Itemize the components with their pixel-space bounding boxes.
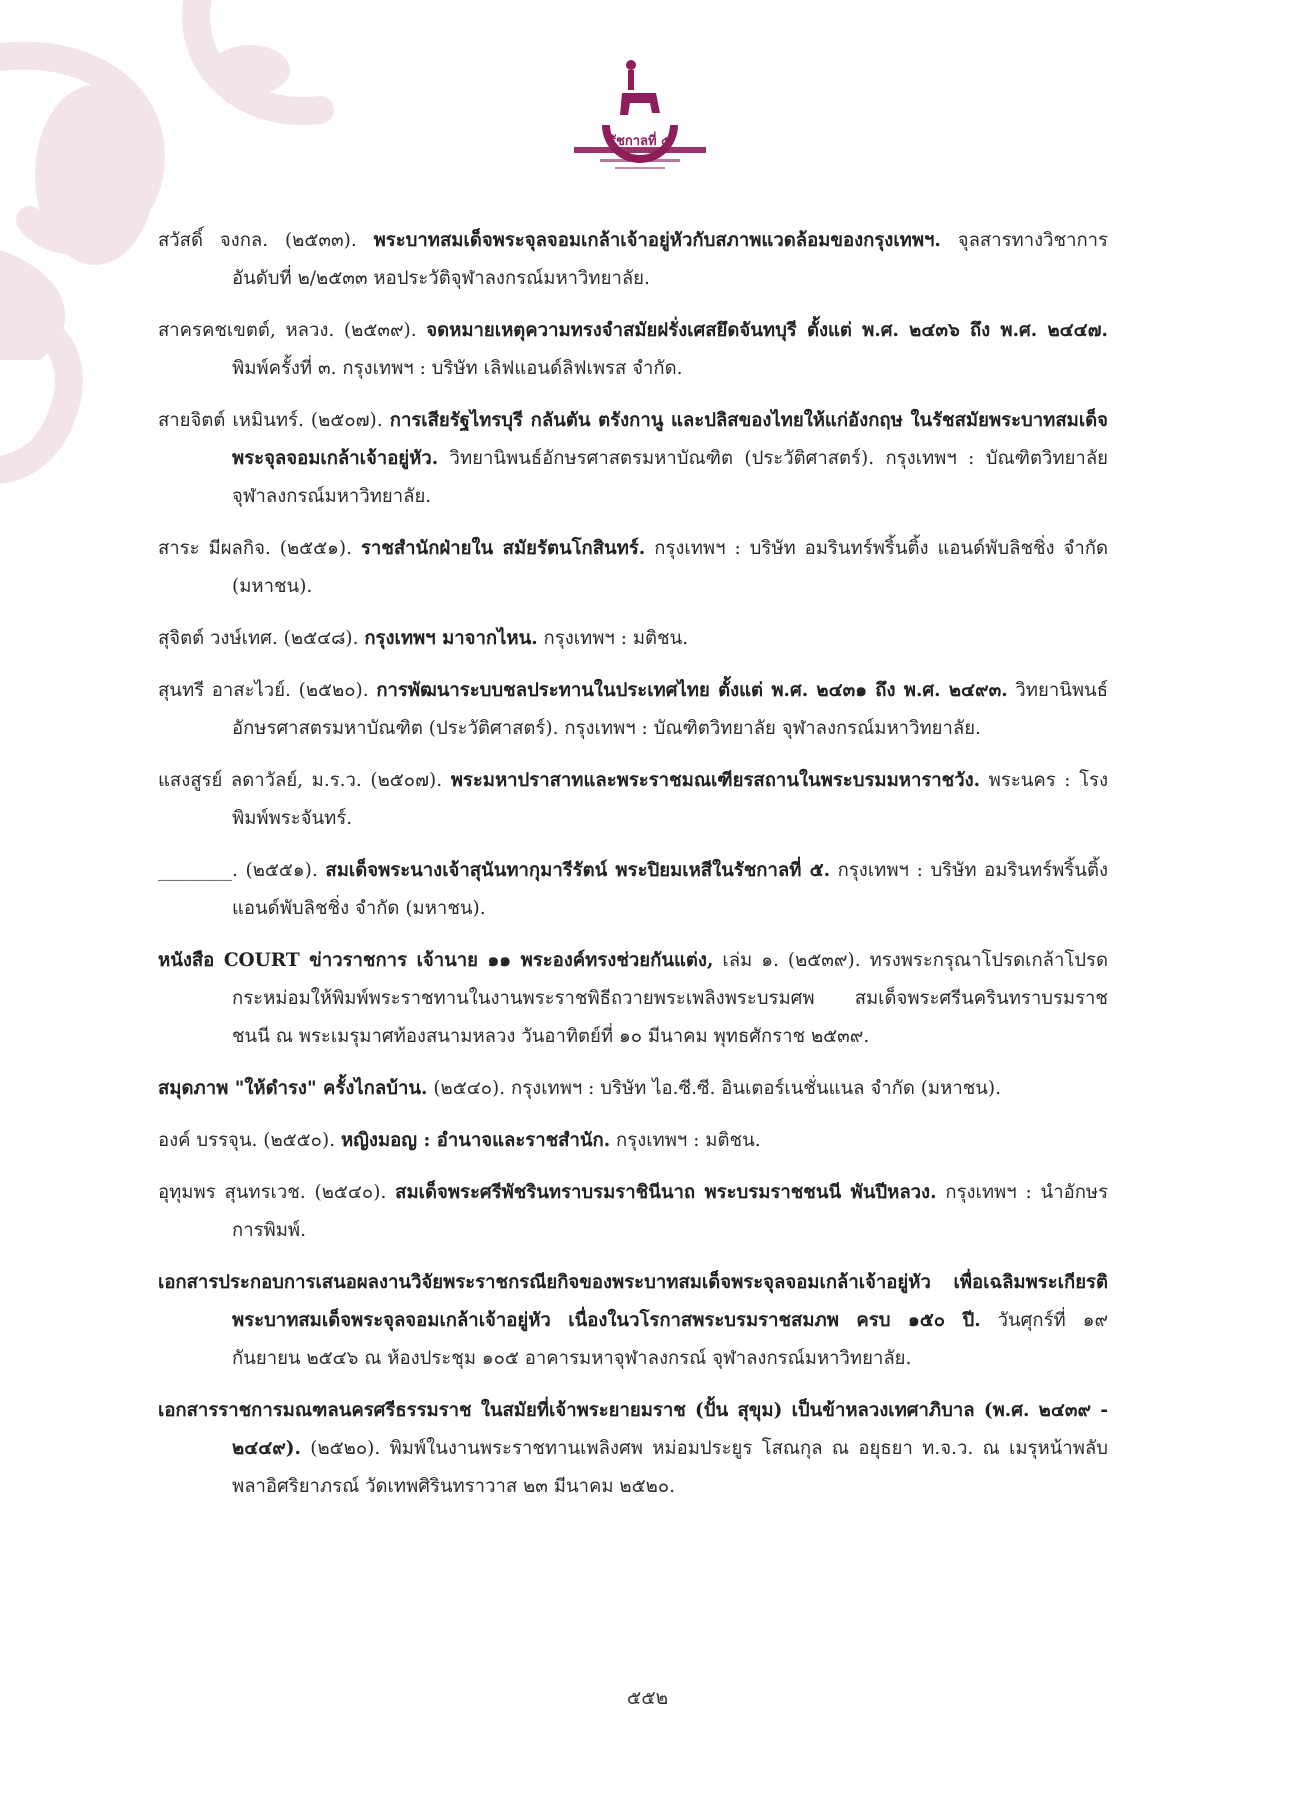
reference-title: กรุงเทพฯ มาจากไหน. — [364, 628, 538, 649]
reference-details: พระนคร : โรงพิมพ์พระจันทร์. — [232, 770, 1108, 829]
reference-item — [158, 620, 1108, 658]
reference-author: สุนทรี อาสะไวย์. (๒๕๒๐). — [158, 680, 377, 701]
page-number: ๕๕๒ — [626, 1687, 669, 1709]
reference-title: การเสียรัฐไทรบุรี กลันตัน ตรังกานู และปลิสของไทยให้แก่อังกฤษ ในรัชสมัยพระบาทสมเด็จพระจุลจอมเกล้าเจ้าอยู่หัว. — [232, 410, 1108, 469]
reference-author: สาระ มีผลกิจ. (๒๕๕๑). — [158, 538, 361, 559]
reference-details: (๒๕๒๐). พิมพ์ในงานพระราชทานเพลิงศพ หม่อมประยูร โสณกุล ณ อยุธยา ท.จ.ว. ณ เมรุหน้าพลับพลาอิศริยาภรณ์ วัดเทพศิรินทราวาส ๒๓ มีนาคม ๒๕๒๐. — [232, 1438, 1108, 1497]
reference-title: พระมหาปราสาทและพระราชมณเฑียรสถานในพระบรมมหาราชวัง. — [450, 770, 981, 791]
reference-author: องค์ บรรจุน. (๒๕๕๐). — [158, 1130, 341, 1151]
reference-item — [158, 672, 1108, 748]
reference-author: อุทุมพร สุนทรเวช. (๒๕๔๐). — [158, 1182, 396, 1203]
reference-author: แสงสูรย์ ลดาวัลย์, ม.ร.ว. (๒๕๐๗). — [158, 770, 451, 791]
reference-author: สาครคชเขตต์, หลวง. (๒๕๓๙). — [158, 320, 427, 341]
reference-details: จุลสารทางวิชาการ อันดับที่ ๒/๒๕๓๓ หอประวัติจุฬาลงกรณ์มหาวิทยาลัย. — [232, 230, 1108, 289]
reference-item — [158, 1264, 1108, 1378]
reference-item — [158, 1122, 1108, 1160]
reference-details: วิทยานิพนธ์อักษรศาสตรมหาบัณฑิต (ประวัติศาสตร์). กรุงเทพฯ : บัณฑิตวิทยาลัย จุฬาลงกรณ์มหาวิทยาลัย. — [232, 680, 1108, 739]
reference-details: กรุงเทพฯ : มติชน. — [537, 628, 689, 649]
reference-title: การพัฒนาระบบชลประทานในประเทศไทย ตั้งแต่ พ.ศ. ๒๔๓๑ ถึง พ.ศ. ๒๔๙๓. — [376, 680, 1008, 701]
reference-details: วิทยานิพนธ์อักษรศาสตรมหาบัณฑิต (ประวัติศาสตร์). กรุงเทพฯ : บัณฑิตวิทยาลัย จุฬาลงกรณ์มหาวิทยาลัย. — [232, 448, 1108, 507]
reference-title: สมุดภาพ "ให้ดำรง" ครั้งไกลบ้าน. — [158, 1078, 428, 1099]
logo-text: รัชกาลที่ ๕ — [609, 134, 671, 149]
reference-details: กรุงเทพฯ : มติชน. — [610, 1130, 761, 1151]
reference-details: วันศุกร์ที่ ๑๙ กันยายน ๒๕๔๖ ณ ห้องประชุม ๑๐๕ อาคารมหาจุฬาลงกรณ์ จุฬาลงกรณ์มหาวิทยาลัย. — [232, 1310, 1108, 1369]
reference-details: พิมพ์ครั้งที่ ๓. กรุงเทพฯ : บริษัท เลิฟแอนด์ลิฟเพรส จำกัด. — [232, 358, 683, 379]
reference-list — [158, 222, 1108, 1520]
reference-title: จดหมายเหตุความทรงจำสมัยฝรั่งเศสยึดจันทบุรี ตั้งแต่ พ.ศ. ๒๔๓๖ ถึง พ.ศ. ๒๔๔๗. — [426, 320, 1108, 341]
reference-author: สวัสดิ์ จงกล. (๒๕๓๓). — [158, 230, 374, 251]
reference-details: กรุงเทพฯ : บริษัท อมรินทร์พริ้นติ้ง แอนด์พับลิชชิ่ง จำกัด (มหาชน). — [232, 538, 1108, 597]
reference-details: (๒๕๔๐). กรุงเทพฯ : บริษัท ไอ.ซี.ซี. อินเตอร์เนชั่นแนล จำกัด (มหาชน). — [427, 1078, 1002, 1099]
reference-item — [158, 222, 1108, 298]
reference-item — [158, 402, 1108, 516]
reference-title: หนังสือ COURT ข่าวราชการ เจ้านาย ๑๑ พระองค์ทรงช่วยกันแต่ง, — [158, 950, 714, 971]
reference-title: เอกสารประกอบการเสนอผลงานวิจัยพระราชกรณียกิจของพระบาทสมเด็จพระจุลจอมเกล้าเจ้าอยู่หัว เพื่อเฉลิมพระเกียรติพระบาทสมเด็จพระจุลจอมเกล้าเจ้าอยู่หัว เนื่องในวโรกาสพระบรมราชสมภพ ครบ ๑๕๐ ปี. — [158, 1272, 1108, 1331]
reference-item — [158, 1174, 1108, 1250]
reference-title: สมเด็จพระศรีพัชรินทราบรมราชินีนาถ พระบรมราชชนนี พันปีหลวง. — [395, 1182, 937, 1203]
reference-item — [158, 1070, 1108, 1108]
reference-author: สุจิตต์ วงษ์เทศ. (๒๕๔๘). — [158, 628, 365, 649]
reference-author: ________. (๒๕๕๑). — [158, 860, 326, 881]
reference-title: หญิงมอญ : อำนาจและราชสำนัก. — [340, 1130, 611, 1151]
reference-title: สมเด็จพระนางเจ้าสุนันทากุมารีรัตน์ พระปิยมเหสีในรัชกาลที่ ๕. — [325, 860, 831, 881]
reference-title: ราชสำนักฝ่ายใน สมัยรัตนโกสินทร์. — [361, 538, 646, 559]
reference-item — [158, 1392, 1108, 1506]
reference-author: สายจิตต์ เหมินทร์. (๒๕๐๗). — [158, 410, 390, 431]
reference-details: กรุงเทพฯ : นำอักษรการพิมพ์. — [232, 1182, 1109, 1241]
reference-details: เล่ม ๑. (๒๕๓๙). ทรงพระกรุณาโปรดเกล้าโปรดกระหม่อมให้พิมพ์พระราชทานในงานพระราชพิธีถวายพระเพลิงพระบรมศพ สมเด็จพระศรีนครินทราบรมราชชนนี ณ พระเมรุมาศท้องสนามหลวง วันอาทิตย์ที่ ๑๐ มีนาคม พุทธศักราช ๒๕๓๙. — [232, 950, 1108, 1047]
reference-item — [158, 530, 1108, 606]
logo-emblem — [560, 55, 720, 185]
reference-details: กรุงเทพฯ : บริษัท อมรินทร์พริ้นติ้งแอนด์พับลิชชิ่ง จำกัด (มหาชน). — [232, 860, 1108, 919]
reference-title: พระบาทสมเด็จพระจุลจอมเกล้าเจ้าอยู่หัวกับสภาพแวดล้อมของกรุงเทพฯ. — [373, 230, 941, 251]
reference-item — [158, 312, 1108, 388]
reference-item — [158, 942, 1108, 1056]
reference-item — [158, 852, 1108, 928]
reference-item — [158, 762, 1108, 838]
reference-title: เอกสารราชการมณฑลนครศรีธรรมราช ในสมัยที่เจ้าพระยายมราช (ปั้น สุขุม) เป็นข้าหลวงเทศาภิบาล (พ.ศ. ๒๔๓๙ - ๒๔๔๙). — [158, 1400, 1108, 1459]
